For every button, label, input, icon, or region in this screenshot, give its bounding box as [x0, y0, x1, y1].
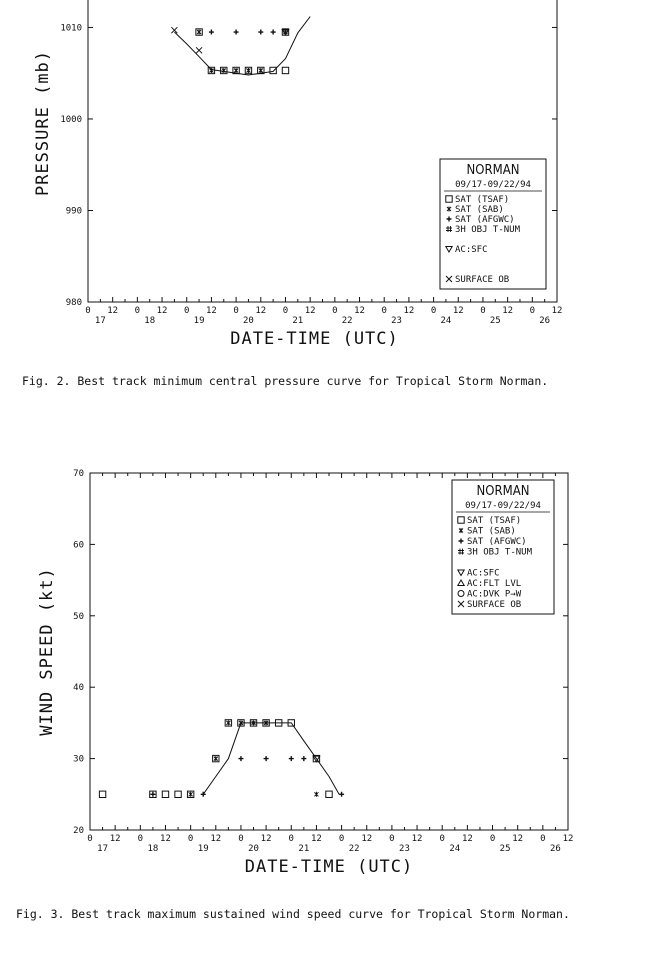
data-point-square — [282, 67, 288, 73]
x-day-label: 22 — [348, 844, 360, 854]
x-day-label: 24 — [449, 844, 461, 854]
y-tick-label: 1000 — [60, 114, 82, 125]
x-hour-label: 12 — [354, 306, 365, 316]
x-hour-label: 0 — [338, 834, 345, 844]
x-hour-label: 0 — [187, 834, 194, 844]
x-hour-label: 0 — [529, 306, 536, 316]
data-point-square — [99, 791, 105, 797]
data-point-square — [270, 67, 276, 73]
data-point-star-shape — [226, 720, 230, 725]
y-tick-label: 980 — [65, 298, 82, 308]
data-point-star — [214, 756, 218, 761]
x-day-label: 21 — [292, 316, 304, 326]
data-point-star — [189, 792, 193, 797]
x-hour-label: 12 — [502, 306, 514, 316]
legend-entry-label: 3H OBJ T-NUM — [467, 547, 533, 558]
data-point-plus-shape — [238, 756, 243, 761]
data-point-plus — [339, 792, 344, 797]
legend-entry-label: AC:FLT LVL — [467, 579, 522, 589]
y-tick-label: 40 — [73, 683, 84, 694]
data-point-plus — [258, 30, 263, 35]
data-point-plus — [301, 756, 306, 761]
x-hour-label: 0 — [439, 834, 445, 844]
x-day-label: 26 — [549, 844, 561, 854]
data-point-plus-shape — [234, 30, 239, 35]
data-point-star — [222, 68, 226, 73]
data-point-plus — [150, 792, 155, 797]
y-axis-title: PRESSURE (mb) — [33, 49, 53, 197]
data-point-plus-shape — [150, 792, 155, 797]
data-point-star-shape — [189, 792, 193, 797]
data-point-square — [162, 791, 168, 797]
x-hour-label: 12 — [255, 306, 267, 316]
data-point-plus — [271, 30, 276, 35]
legend — [452, 480, 554, 614]
legend-entry-label: AC:SFC — [467, 568, 500, 579]
data-point-plus — [264, 756, 269, 761]
data-point-square — [175, 791, 181, 797]
x-hour-label: 0 — [489, 834, 496, 844]
x-day-label: 23 — [391, 316, 402, 326]
x-hour-label: 0 — [233, 306, 239, 316]
data-point-star — [314, 792, 318, 797]
data-point-star-shape — [197, 30, 201, 35]
y-tick-label: 990 — [65, 206, 82, 217]
legend-entry-label: SAT (TSAF) — [455, 195, 510, 205]
data-point-star — [259, 68, 263, 73]
data-point-plus-shape — [339, 792, 344, 797]
legend-dates: 09/17-09/22/94 — [465, 501, 541, 511]
x-hour-label: 12 — [304, 306, 316, 316]
data-point-plus — [238, 756, 243, 761]
x-day-label: 23 — [399, 844, 410, 854]
x-day-label: 25 — [489, 316, 501, 326]
best-track-line — [174, 17, 310, 76]
y-tick-label: 70 — [73, 469, 84, 479]
legend-entry-label: AC:SFC — [455, 245, 488, 255]
data-point-plus-shape — [209, 30, 214, 35]
x-hour-label: 0 — [288, 834, 294, 844]
x-day-label: 24 — [440, 316, 452, 326]
data-point-square-shape — [162, 791, 168, 797]
x-hour-label: 12 — [109, 834, 121, 844]
data-point-x-shape — [196, 47, 202, 53]
legend-entry-label: SAT (AFGWC) — [455, 215, 515, 225]
y-tick-label: 50 — [73, 611, 84, 622]
figure-3-caption: Fig. 3. Best track maximum sustained wind speed curve for Tropical Storm Norman. — [16, 907, 570, 921]
x-hour-label: 12 — [361, 834, 373, 844]
figure-2-caption: Fig. 2. Best track minimum central pressure curve for Tropical Storm Norman. — [22, 374, 549, 388]
x-day-label: 25 — [499, 844, 511, 854]
x-hour-label: 0 — [134, 306, 141, 316]
data-point-plus-shape — [271, 30, 276, 35]
data-point-star — [197, 30, 201, 35]
x-hour-label: 0 — [540, 834, 546, 844]
x-axis-title: DATE-TIME (UTC) — [230, 329, 399, 349]
x-hour-label: 0 — [282, 306, 289, 316]
x-hour-label: 12 — [512, 834, 524, 844]
y-tick-label: 60 — [73, 540, 84, 551]
x-hour-label: 12 — [310, 834, 322, 844]
data-point-plus-shape — [264, 756, 269, 761]
legend-entry-label: SURFACE OB — [455, 275, 510, 285]
chart-fig2-pressure — [33, 0, 562, 349]
legend-entry-label: SAT (AFGWC) — [467, 537, 527, 547]
legend-entry-label: 3H OBJ T-NUM — [455, 225, 521, 235]
legend-dates: 09/17-09/22/94 — [455, 180, 531, 190]
data-point-square — [326, 791, 332, 797]
data-point-star-shape — [222, 68, 226, 73]
x-day-label: 18 — [144, 316, 156, 326]
data-point-plus — [234, 30, 239, 35]
y-axis-title: WIND SPEED (kt) — [37, 567, 57, 736]
data-point-star-shape — [214, 756, 218, 761]
data-point-star-shape — [259, 68, 263, 73]
x-hour-label: 0 — [85, 306, 91, 316]
data-point-star — [234, 68, 238, 73]
x-hour-label: 12 — [205, 306, 217, 316]
x-hour-label: 12 — [156, 306, 168, 316]
x-hour-label: 0 — [389, 834, 395, 844]
data-point-plus — [209, 30, 214, 35]
data-point-star-shape — [246, 68, 250, 73]
x-hour-label: 12 — [562, 834, 574, 844]
data-point-square-shape — [270, 67, 276, 73]
x-day-label: 20 — [243, 316, 254, 326]
x-hour-label: 0 — [87, 834, 93, 844]
data-point-square-shape — [282, 67, 288, 73]
legend-title: NORMAN — [466, 163, 520, 178]
data-point-star-shape — [314, 792, 318, 797]
x-hour-label: 0 — [184, 306, 190, 316]
data-point-square-shape — [175, 791, 181, 797]
legend-entry-label: SAT (SAB) — [467, 526, 516, 537]
x-hour-label: 0 — [332, 306, 338, 316]
x-day-label: 18 — [147, 844, 159, 854]
x-hour-label: 12 — [160, 834, 171, 844]
y-tick-label: 30 — [73, 754, 84, 765]
data-point-plus-shape — [301, 756, 306, 761]
x-day-label: 21 — [298, 844, 310, 854]
x-hour-label: 12 — [452, 306, 464, 316]
x-day-label: 19 — [197, 844, 209, 854]
legend — [440, 159, 546, 289]
data-point-star-shape — [234, 68, 238, 73]
x-day-label: 17 — [97, 844, 109, 854]
x-hour-label: 0 — [238, 834, 244, 844]
x-hour-label: 12 — [210, 834, 222, 844]
x-day-label: 20 — [248, 844, 259, 854]
data-point-plus — [289, 756, 294, 761]
data-point-square-shape — [99, 791, 105, 797]
data-point-star — [246, 68, 250, 73]
x-hour-label: 0 — [430, 306, 437, 316]
data-point-plus-shape — [258, 30, 263, 35]
y-tick-label: 1010 — [60, 23, 82, 34]
x-hour-label: 0 — [381, 306, 387, 316]
x-day-label: 17 — [94, 316, 106, 326]
x-hour-label: 12 — [107, 306, 119, 316]
legend-entry-label: SAT (SAB) — [455, 205, 504, 215]
x-hour-label: 0 — [137, 834, 144, 844]
x-day-label: 26 — [539, 316, 551, 326]
x-hour-label: 12 — [403, 306, 415, 316]
x-hour-label: 12 — [551, 306, 563, 316]
data-point-square-shape — [326, 791, 332, 797]
legend-entry-label: SAT (TSAF) — [467, 516, 522, 526]
chart-fig3-wind-speed — [37, 469, 573, 877]
legend-entry-label: AC:DVK P→W — [467, 589, 522, 600]
data-point-x — [196, 47, 202, 53]
x-day-label: 19 — [193, 316, 205, 326]
x-hour-label: 12 — [461, 834, 473, 844]
x-axis-title: DATE-TIME (UTC) — [244, 857, 414, 877]
x-hour-label: 12 — [411, 834, 423, 844]
x-day-label: 22 — [341, 316, 353, 326]
legend-entry-label: SURFACE OB — [467, 600, 522, 610]
data-point-star — [209, 68, 213, 73]
x-hour-label: 12 — [260, 834, 272, 844]
data-point-plus-shape — [289, 756, 294, 761]
legend-title: NORMAN — [476, 484, 530, 499]
data-point-star-shape — [209, 68, 213, 73]
y-tick-label: 20 — [73, 826, 84, 836]
data-point-star — [226, 720, 230, 725]
x-hour-label: 0 — [480, 306, 486, 316]
